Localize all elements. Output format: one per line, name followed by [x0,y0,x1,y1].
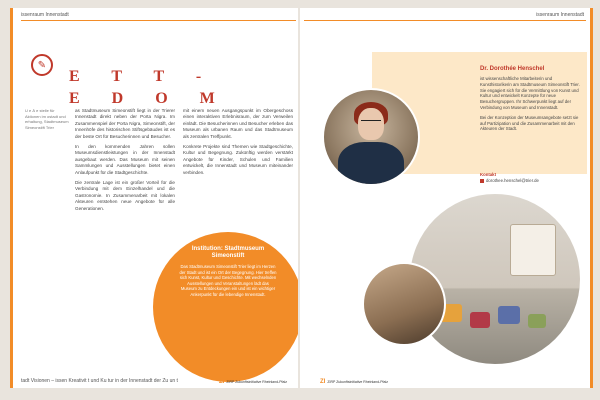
document-icon: ✎ [31,54,53,76]
paragraph: mit einem neuen Ausgangspunkt im Obergeschoss einen interaktiven Erlebnisraum, der zum Verweilen einlädt. Die Besucherinnen und Besucher erleben das Museum als urbanen Raum und das Stadtmuseum als zentralen Treffpunkt. [183,108,293,139]
portrait-photo [322,88,420,186]
logo-text: ZIRP Zukunftsinitiative Rheinland-Pfalz [226,380,287,384]
paragraph: Konkrete Projekte sind Themen wie Stadtgeschichte, Kultur und Begegnung. Zukünftig werden verstärkt Angebote für Kinder, Schulen und Familien entwickelt, die Innenstadt und Museum miteinander verbinden. [183,144,293,175]
portrait-body [338,142,404,186]
portrait-glasses [361,120,381,126]
left-page [10,8,298,388]
text-column-2 [183,108,293,180]
contact-block [480,172,539,184]
photo-caption: U e Ä e stelle für Aktionen im ostadt und erhaltung, Stadtmuseum Simeonstift Trier [25,108,69,130]
header-rule [21,20,296,21]
footer-text: tadt Visionen – issen Kreativit t und Ku tur in der Innenstadt der Zu un t [21,378,178,384]
text-column-1 [75,108,175,216]
logo-text: ZIRP Zukunftsinitiative Rheinland-Pfalz [327,380,388,384]
profile-text [480,76,580,132]
profile-paragraph: ist wissenschaftliche Mitarbeiterin und Kunsthistorikerin am Stadtmuseum Simeonstift Trier. Sie engagiert sich für die Vermittlung von Kunst und Kultur und entwickelt Konzepte für neue Besuchergruppen. Ihr Schwerpunkt liegt auf der Verbindung von Museum und Innenstadt. [480,76,580,110]
email-icon [480,179,484,183]
stool [528,314,546,328]
stool [470,312,490,328]
title-line-1: E T T - [69,68,216,85]
institution-text: Das Stadtmuseum Simeonstift Trier liegt im Herzen der Stadt und ist ein Ort der Begegnung. Hier treffen sich Kunst, Kultur und Geschichte. Mit wechselnden Ausstellungen und Veranstaltungen lädt das Museum zu Entdeckungen ein und ist ein wichtiger Ankerpunkt für die lebendige Innenstadt. [179,264,277,297]
institution-circle [153,232,298,382]
right-page [300,8,593,388]
paragraph: In den kommenden Jahren sollen Museumsdienstleistungen in der Innenstadt ausgebaut werden. Das Museum mit seinen Sammlungen und Ausstellungen bietet einen Anlaufpunkt für die Stadtgeschichte. [75,144,175,175]
profile-name: Dr. Dorothée Henschel [480,66,545,72]
contact-label: Kontakt [480,172,496,177]
running-header-left: issenraum Innenstadt [21,12,69,18]
display-case [510,224,556,276]
paragraph: as Stadtmuseum Simeonstift liegt in der Trierer Innenstadt direkt neben der Porta Nigra. Im Zusammenspiel der Porta Nigra, Simeonstift, der Innenhöfe des historischen Stiftsgebäudes ist es der beste Ort für Besucherinnen und Besucher. [75,108,175,139]
running-header-right: issenraum Innenstadt [536,12,584,18]
paragraph: Die zentrale Lage ist ein großer Vorteil für die Verbindung mit dem Einzelhandel und die Gastronomie. In Zusammenarbeit mit lokalen Akteuren entstehen neue Angebote für alle Generationen. [75,180,175,211]
article-title [69,66,229,110]
zirp-logo: ZI ZIRP Zukunftsinitiative Rheinland-Pfalz [320,379,388,385]
zirp-logo: ZI ZIRP Zukunftsinitiative Rheinland-Pfalz [219,379,287,385]
title-line-2: E D O M [69,90,229,107]
stool [498,306,520,324]
institution-heading: Institution: Stadtmuseum Simeonstift [191,246,265,259]
header-rule [304,20,586,21]
corridor-photo [362,262,446,346]
profile-paragraph: Bei der Konzeption der Museumsangebote setzt sie auf Partizipation und die Zusammenarbeit mit den Akteuren der Stadt. [480,114,579,132]
contact-email[interactable]: dorothee.henschel@trier.de [486,178,539,183]
